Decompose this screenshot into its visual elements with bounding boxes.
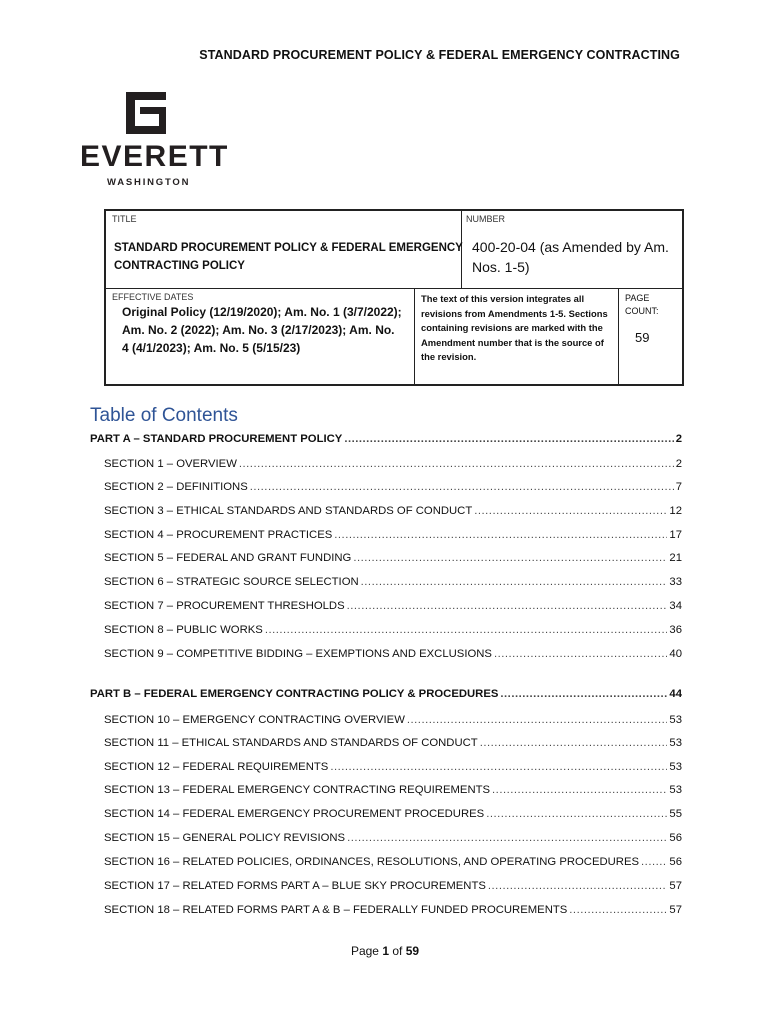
toc-entry-page: 40 (669, 648, 682, 660)
toc-entry[interactable] (104, 808, 682, 820)
toc-entry-page: 21 (669, 552, 682, 564)
document-header-title: STANDARD PROCUREMENT POLICY & FEDERAL EMERGENCY CONTRACTING (199, 48, 680, 62)
toc-entry-page: 2 (675, 433, 682, 445)
toc-entry[interactable] (104, 784, 682, 796)
policy-info-table (104, 209, 684, 386)
toc-entry-label: PART A – STANDARD PROCUREMENT POLICY (90, 433, 343, 445)
toc-entry-label: SECTION 14 – FEDERAL EMERGENCY PROCUREMENT PROCEDURES (104, 808, 485, 820)
toc-dot-leader (334, 529, 667, 541)
revision-note: The text of this version integrates all revisions from Amendments 1-5. Sections containing revisions are marked with the Amendment number that is the source of the revision. (421, 293, 608, 362)
footer-of-word: of (392, 944, 403, 958)
revision-note-cell (415, 289, 619, 384)
effective-dates-cell (106, 289, 415, 384)
toc-entry-label: SECTION 1 – OVERVIEW (104, 458, 237, 470)
policy-number: 400-20-04 (as Amended by Am. Nos. 1-5) (472, 239, 669, 275)
toc-dot-leader (641, 856, 667, 868)
toc-dot-leader (239, 458, 674, 470)
policy-title: STANDARD PROCUREMENT POLICY & FEDERAL EMERGENCY CONTRACTING POLICY (114, 242, 463, 272)
toc-dot-leader (494, 648, 667, 660)
toc-entry-label: SECTION 9 – COMPETITIVE BIDDING – EXEMPTIONS AND EXCLUSIONS (104, 648, 492, 660)
toc-entry-page: 7 (675, 481, 682, 493)
toc-entry[interactable] (104, 481, 682, 493)
toc-entry-page: 57 (669, 904, 682, 916)
toc-entry[interactable] (90, 688, 682, 700)
everett-logo-mark (126, 92, 166, 134)
toc-entry-label: SECTION 13 – FEDERAL EMERGENCY CONTRACTING REQUIREMENTS (104, 784, 491, 796)
toc-dot-leader (361, 576, 668, 588)
toc-entry-label: SECTION 18 – RELATED FORMS PART A & B – FEDERALLY FUNDED PROCUREMENTS (104, 904, 568, 916)
toc-entry-page: 36 (669, 624, 682, 636)
toc-entry-page: 33 (669, 576, 682, 588)
page-count-label: PAGE COUNT: (625, 293, 659, 316)
toc-entry[interactable] (104, 624, 682, 636)
logo-wordmark: EVERETT (80, 140, 229, 173)
toc-dot-leader (474, 505, 667, 517)
page-footer (0, 944, 770, 958)
toc-entry[interactable] (104, 714, 682, 726)
effective-dates-label: EFFECTIVE DATES (112, 292, 194, 302)
toc-entry[interactable] (104, 904, 682, 916)
toc-entry[interactable] (104, 880, 682, 892)
toc-entry-page: 2 (675, 458, 682, 470)
toc-dot-leader (347, 600, 668, 612)
footer-page-word: Page (350, 944, 379, 958)
footer-page-total: 59 (405, 944, 420, 958)
toc-dot-leader (486, 808, 667, 820)
toc-entry-page: 56 (669, 856, 682, 868)
toc-entry-page: 53 (669, 714, 682, 726)
toc-entry[interactable] (104, 832, 682, 844)
toc-entry[interactable] (90, 433, 682, 445)
toc-entry-page: 53 (669, 761, 682, 773)
toc-entry-label: SECTION 5 – FEDERAL AND GRANT FUNDING (104, 552, 352, 564)
toc-dot-leader (250, 481, 674, 493)
toc-entry[interactable] (104, 529, 682, 541)
toc-dot-leader (344, 433, 673, 445)
everett-logo (80, 92, 229, 192)
toc-heading: Table of Contents (90, 405, 238, 426)
toc-entry[interactable] (104, 648, 682, 660)
toc-dot-leader (569, 904, 667, 916)
toc-entry-label: SECTION 8 – PUBLIC WORKS (104, 624, 263, 636)
title-label: TITLE (112, 214, 137, 224)
toc-dot-leader (353, 552, 667, 564)
effective-dates-value: Original Policy (12/19/2020); Am. No. 1 (3/7/2022); Am. No. 2 (2022); Am. No. 3 (2/17/2023); Am. No. 4 (4/1/2023); Am. No. 5 (5/15/23) (122, 305, 402, 355)
toc-entry-label: SECTION 12 – FEDERAL REQUIREMENTS (104, 761, 329, 773)
toc-dot-leader (492, 784, 667, 796)
toc-entry-label: SECTION 16 – RELATED POLICIES, ORDINANCES, RESOLUTIONS, AND OPERATING PROCEDURES (104, 856, 640, 868)
number-label: NUMBER (466, 214, 506, 224)
footer-page-number: 1 (382, 944, 389, 958)
toc-entry-label: SECTION 11 – ETHICAL STANDARDS AND STANDARDS OF CONDUCT (104, 737, 478, 749)
toc-dot-leader (347, 832, 667, 844)
toc-entry[interactable] (104, 856, 682, 868)
toc-entry-page: 17 (669, 529, 682, 541)
toc-entry-label: SECTION 17 – RELATED FORMS PART A – BLUE SKY PROCUREMENTS (104, 880, 486, 892)
toc-entry[interactable] (104, 761, 682, 773)
toc-entry[interactable] (104, 458, 682, 470)
toc-entry[interactable] (104, 737, 682, 749)
toc-entry[interactable] (104, 505, 682, 517)
toc-entry-page: 55 (669, 808, 682, 820)
toc-dot-leader (407, 714, 668, 726)
toc-entry[interactable] (104, 552, 682, 564)
page-count-value: 59 (635, 330, 650, 345)
toc-entry-label: SECTION 10 – EMERGENCY CONTRACTING OVERVIEW (104, 714, 405, 726)
toc-entry-page: 44 (669, 688, 682, 700)
toc-entry-label: SECTION 7 – PROCUREMENT THRESHOLDS (104, 600, 345, 612)
number-cell (462, 211, 682, 289)
toc-entry-label: SECTION 15 – GENERAL POLICY REVISIONS (104, 832, 346, 844)
toc-dot-leader (265, 624, 668, 636)
toc-entry-label: SECTION 3 – ETHICAL STANDARDS AND STANDARDS OF CONDUCT (104, 505, 473, 517)
toc-dot-leader (480, 737, 668, 749)
toc-entry-page: 56 (669, 832, 682, 844)
toc-entry-label: SECTION 6 – STRATEGIC SOURCE SELECTION (104, 576, 359, 588)
toc-entry-page: 53 (669, 784, 682, 796)
toc-entry[interactable] (104, 600, 682, 612)
toc-dot-leader (488, 880, 668, 892)
toc-entry-page: 57 (669, 880, 682, 892)
toc-entry[interactable] (104, 576, 682, 588)
logo-subtitle: WASHINGTON (107, 177, 191, 188)
toc-entry-page: 34 (669, 600, 682, 612)
toc-entry-label: SECTION 4 – PROCUREMENT PRACTICES (104, 529, 333, 541)
toc-entry-page: 53 (669, 737, 682, 749)
title-cell (106, 211, 462, 289)
toc-entry-page: 12 (669, 505, 682, 517)
page-count-cell (619, 289, 682, 384)
toc-entry-label: SECTION 2 – DEFINITIONS (104, 481, 248, 493)
toc-dot-leader (500, 688, 667, 700)
toc-dot-leader (330, 761, 667, 773)
toc-entry-label: PART B – FEDERAL EMERGENCY CONTRACTING POLICY & PROCEDURES (90, 688, 499, 700)
